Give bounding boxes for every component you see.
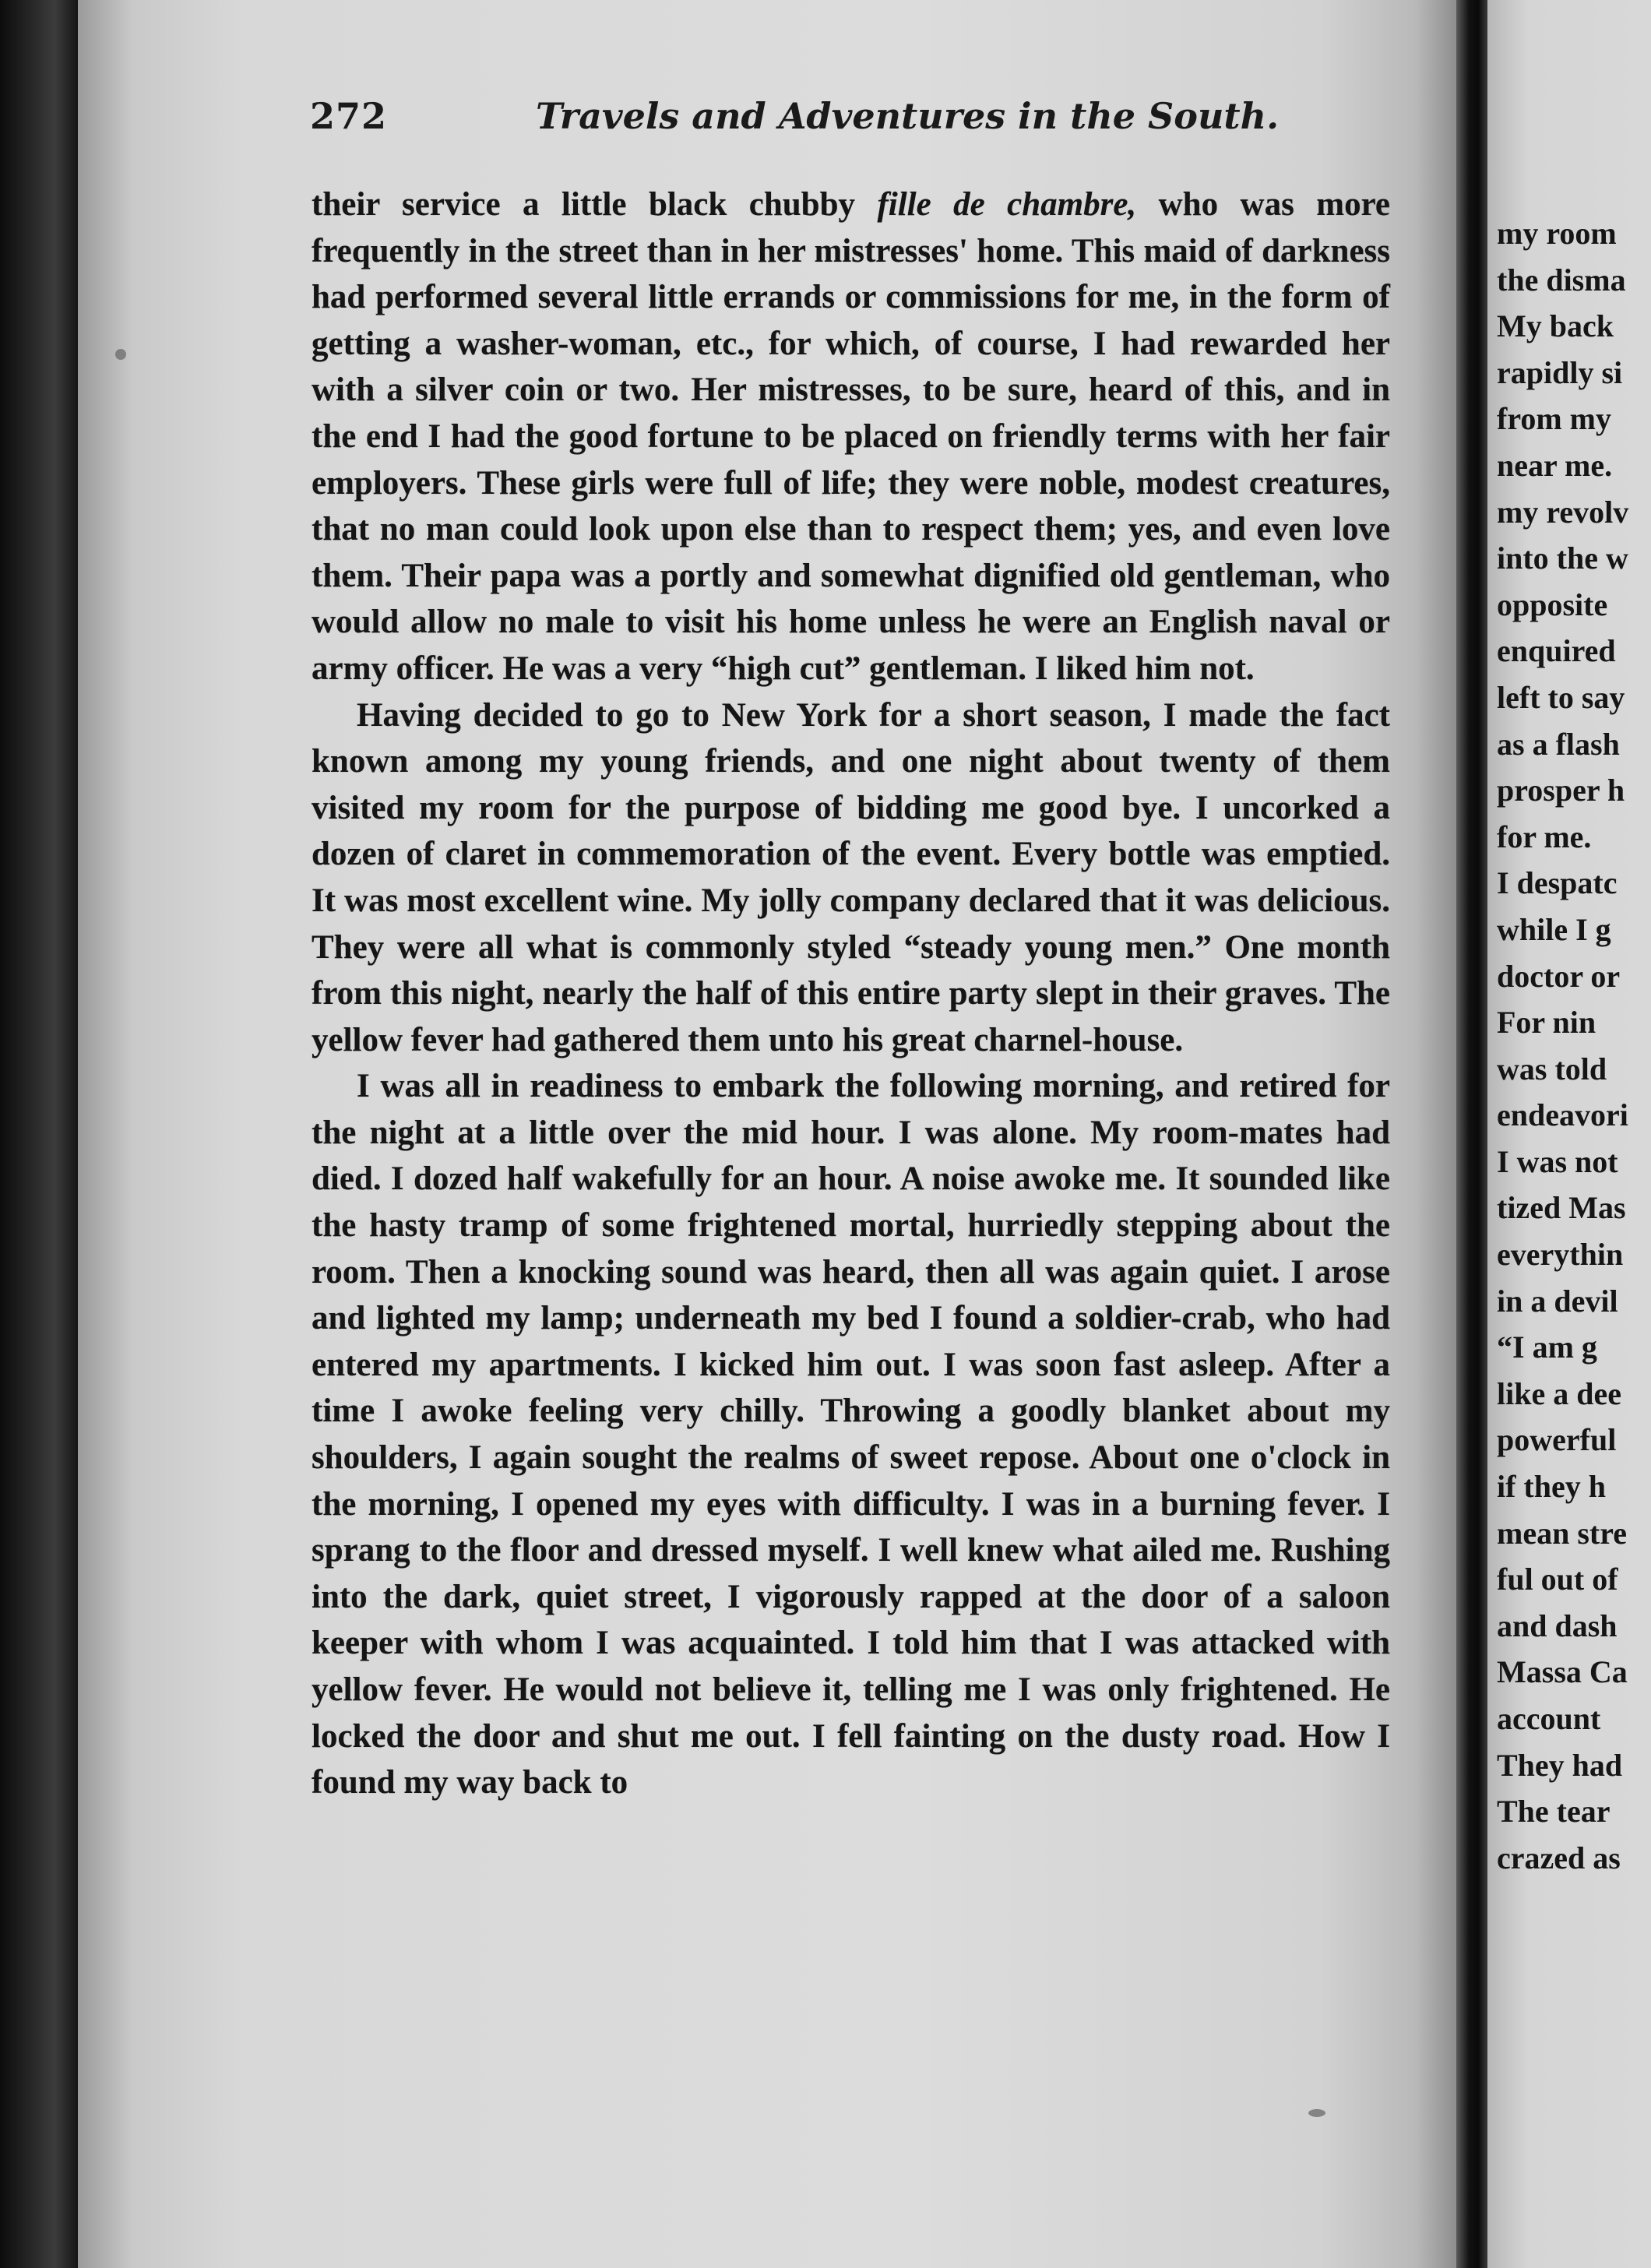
right-page-line: was told bbox=[1497, 1051, 1607, 1086]
running-title: Travels and Adventures in the South. bbox=[536, 95, 1280, 137]
right-page-line: tized Mas bbox=[1497, 1190, 1626, 1226]
right-page-lines bbox=[1497, 210, 1651, 1881]
right-page-line: doctor or bbox=[1497, 958, 1621, 994]
right-page-line: The tear bbox=[1497, 1794, 1611, 1830]
ink-blot bbox=[1308, 2109, 1325, 2117]
right-page-line: enquired bbox=[1497, 633, 1616, 669]
page-header bbox=[310, 95, 1400, 150]
right-page-line: from my bbox=[1497, 401, 1611, 437]
right-page-line: as a flash bbox=[1497, 726, 1620, 762]
paragraph-2: Having decided to go to New York for a short season, I made the fact known among my young friends, and one night about twenty of them visited my room for the purpose of bidding me good bye. I uncorked a dozen of claret in commemoration of the event. Every bottle was emptied. It was most excellent wine. My jolly company declared that it was delicious. They were all what is commonly styled “steady young men.” One month from this night, nearly the half of this entire party slept in their graves. The yellow fever had gathered them unto his great charnel-house. bbox=[312, 696, 1390, 1058]
right-page-line: left to say bbox=[1497, 679, 1625, 715]
right-page-line: like a dee bbox=[1497, 1375, 1621, 1411]
right-page-line: my revolv bbox=[1497, 494, 1629, 530]
right-page-line: crazed as bbox=[1497, 1840, 1621, 1875]
right-page-line: rapidly si bbox=[1497, 354, 1623, 390]
right-page-fragment bbox=[1487, 0, 1651, 2268]
right-page-line: prosper h bbox=[1497, 773, 1625, 808]
right-page-line: everythin bbox=[1497, 1237, 1624, 1273]
right-page-line: near me. bbox=[1497, 447, 1613, 483]
right-page-line: account bbox=[1497, 1701, 1601, 1736]
right-page-line: mean stre bbox=[1497, 1515, 1627, 1551]
right-page-line: my room bbox=[1497, 216, 1617, 251]
right-page-line: if they h bbox=[1497, 1469, 1606, 1505]
right-page-line: for me. bbox=[1497, 819, 1592, 854]
page-body bbox=[312, 181, 1390, 1806]
right-page-line: endeavori bbox=[1497, 1097, 1628, 1133]
right-page-line: powerful bbox=[1497, 1422, 1617, 1458]
right-page-line: in a devil bbox=[1497, 1283, 1618, 1319]
paragraph-1 bbox=[312, 181, 1390, 692]
ink-smudge bbox=[115, 349, 126, 360]
right-page-line: My back bbox=[1497, 308, 1614, 344]
right-page-line: For nin bbox=[1497, 1005, 1596, 1041]
right-page-line: I was not bbox=[1497, 1143, 1618, 1179]
right-page-line: They had bbox=[1497, 1747, 1623, 1783]
paragraph-3: I was all in readiness to embark the following morning, and retired for the night at a little over the mid hour. I was alone. My room-mates had died. I dozed half wakefully for an hour. A noise awoke me. It sounded like the hasty tramp of some frightened mortal, hurriedly stepping about the room. Then a knocking sound was heard, then all was again quiet. I arose and lighted my lamp; underneath my bed I found a soldier-crab, who had entered my apartments. I kicked him out. I was soon fast asleep. After a time I awoke feeling very chilly. Throwing a goodly blanket about my shoulders, I again sought the realms of sweet repose. About one o'clock in the morning, I opened my eyes with difficulty. I was in a burning fever. I sprang to the floor and dressed myself. I well knew what ailed me. Rushing into the dark, quiet street, I vigorously rapped at the door of a saloon keeper with whom I was acquainted. I told him that I was attacked with yellow fever. He would not believe it, telling me I was only frightened. He locked the door and shut me out. I fell fainting on the dusty road. How I found my way back to bbox=[312, 1068, 1390, 1801]
paragraph-1-rest: who was more frequently in the street than in her mistresses' home. This maid of darkness had performed several little errands or commissions for me, in the form of getting a washer-woman, etc., for which, of course, I had rewarded her with a silver coin or two. Her mistresses, to be sure, heard of this, and in the end I had the good fortune to be placed on friendly terms with her fair employers. These girls were full of life; they were noble, modest creatures, that no man could look upon else than to respect them; yes, and even love them. Their papa was a portly and somewhat dignified old gentleman, who would allow no male to visit his home unless he were an English naval or army officer. He was a very “high cut” gentleman. I liked him not. bbox=[312, 186, 1390, 687]
book-spine-edge bbox=[0, 0, 78, 2268]
italic-phrase: fille de chambre, bbox=[877, 186, 1137, 223]
right-page-line: I despatc bbox=[1497, 865, 1618, 901]
right-page-line: “I am g bbox=[1497, 1329, 1597, 1365]
right-page-line: into the w bbox=[1497, 541, 1628, 576]
right-page-line: while I g bbox=[1497, 911, 1611, 947]
right-page-line: opposite bbox=[1497, 586, 1608, 622]
right-page-line: ful out of bbox=[1497, 1562, 1618, 1597]
right-page-line: and dash bbox=[1497, 1608, 1618, 1643]
book-gutter bbox=[1456, 0, 1487, 2268]
paragraph-1-lead: their service a little black chubby bbox=[312, 186, 878, 223]
page-number: 272 bbox=[310, 95, 388, 137]
right-page-line: the disma bbox=[1497, 262, 1626, 298]
right-page-line: Massa Ca bbox=[1497, 1654, 1628, 1690]
